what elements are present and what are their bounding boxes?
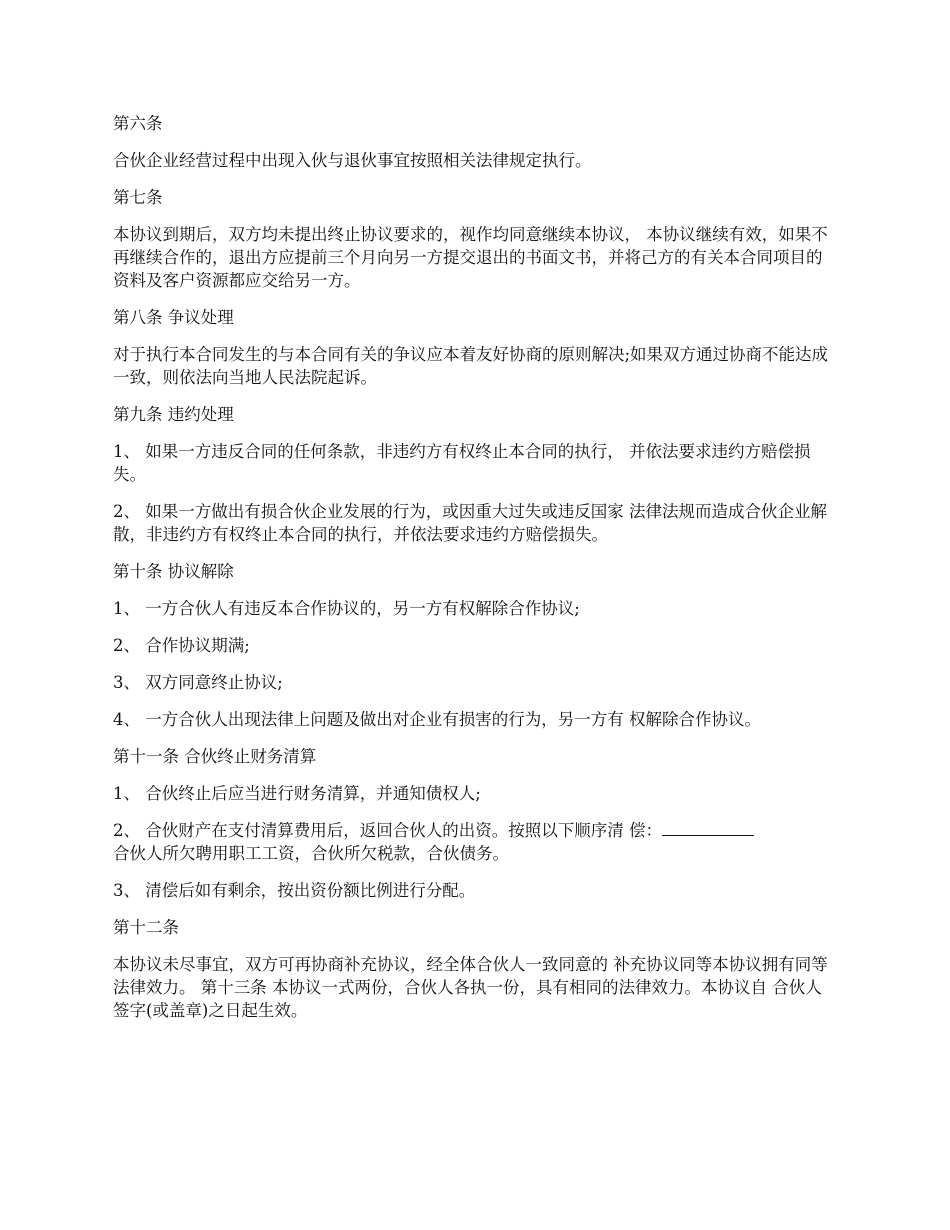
article-10-clause-2: 2、 合作协议期满; xyxy=(113,636,250,655)
article-10-clause-4: 4、 一方合伙人出现法律上问题及做出对企业有损害的行为，另一方有 权解除合作协议。 xyxy=(113,710,761,729)
article-9-clause-1: 1、 如果一方违反合同的任何条款，非违约方有权终止本合同的执行， 并依法要求违约方赔偿损失。 xyxy=(113,442,811,484)
article-6-heading: 第六条 xyxy=(113,114,163,133)
article-10-clause-3: 3、 双方同意终止协议; xyxy=(113,673,283,692)
article-12-heading: 第十二条 xyxy=(113,918,179,937)
article-9-clause-2: 2、 如果一方做出有损合伙企业发展的行为，或因重大过失或违反国家 法律法规而造成合伙企业解散，非违约方有权终止本合同的执行，并依法要求违约方赔偿损失。 xyxy=(113,502,827,544)
article-7-heading: 第七条 xyxy=(113,188,163,207)
article-11-clause-2-lead: 2、 合伙财产在支付清算费用后，返回合伙人的出资。按照以下顺序清 偿： xyxy=(113,821,662,840)
document-page xyxy=(113,112,837,1036)
article-8-heading: 第八条 争议处理 xyxy=(113,308,234,327)
article-10-heading: 第十条 协议解除 xyxy=(113,562,234,581)
article-11-clause-2 xyxy=(113,819,837,865)
article-6-body: 合伙企业经营过程中出现入伙与退伙事宜按照相关法律规定执行。 xyxy=(113,151,592,170)
article-11-clause-3: 3、 清偿后如有剩余，按出资份额比例进行分配。 xyxy=(113,881,476,900)
article-10-clause-1: 1、 一方合伙人有违反本合作协议的，另一方有权解除合作协议; xyxy=(113,599,580,618)
article-11-clause-2-rest: 合伙人所欠聘用职工工资，合伙所欠税款，合伙债务。 xyxy=(113,844,509,863)
article-12-body: 本协议未尽事宜，双方可再协商补充协议，经全体合伙人一致同意的 补充协议同等本协议拥有同等法律效力。 第十三条 本协议一式两份，合伙人各执一份，具有相同的法律效力。本协议自 合伙人签字(或盖章)之日起生效。 xyxy=(113,955,828,1020)
article-11-heading: 第十一条 合伙终止财务清算 xyxy=(113,747,317,766)
article-11-clause-1: 1、 合伙终止后应当进行财务清算，并通知债权人; xyxy=(113,784,481,803)
fill-in-blank xyxy=(662,819,754,836)
article-8-body: 对于执行本合同发生的与本合同有关的争议应本着友好协商的原则解决;如果双方通过协商不能达成一致，则依法向当地人民法院起诉。 xyxy=(113,345,829,387)
article-7-body: 本协议到期后，双方均未提出终止协议要求的，视作均同意继续本协议， 本协议继续有效，如果不再继续合作的，退出方应提前三个月向另一方提交退出的书面文书，并将己方的有关本合同项目的资料及客户资源都应交给另一方。 xyxy=(113,225,828,290)
article-9-heading: 第九条 违约处理 xyxy=(113,405,234,424)
